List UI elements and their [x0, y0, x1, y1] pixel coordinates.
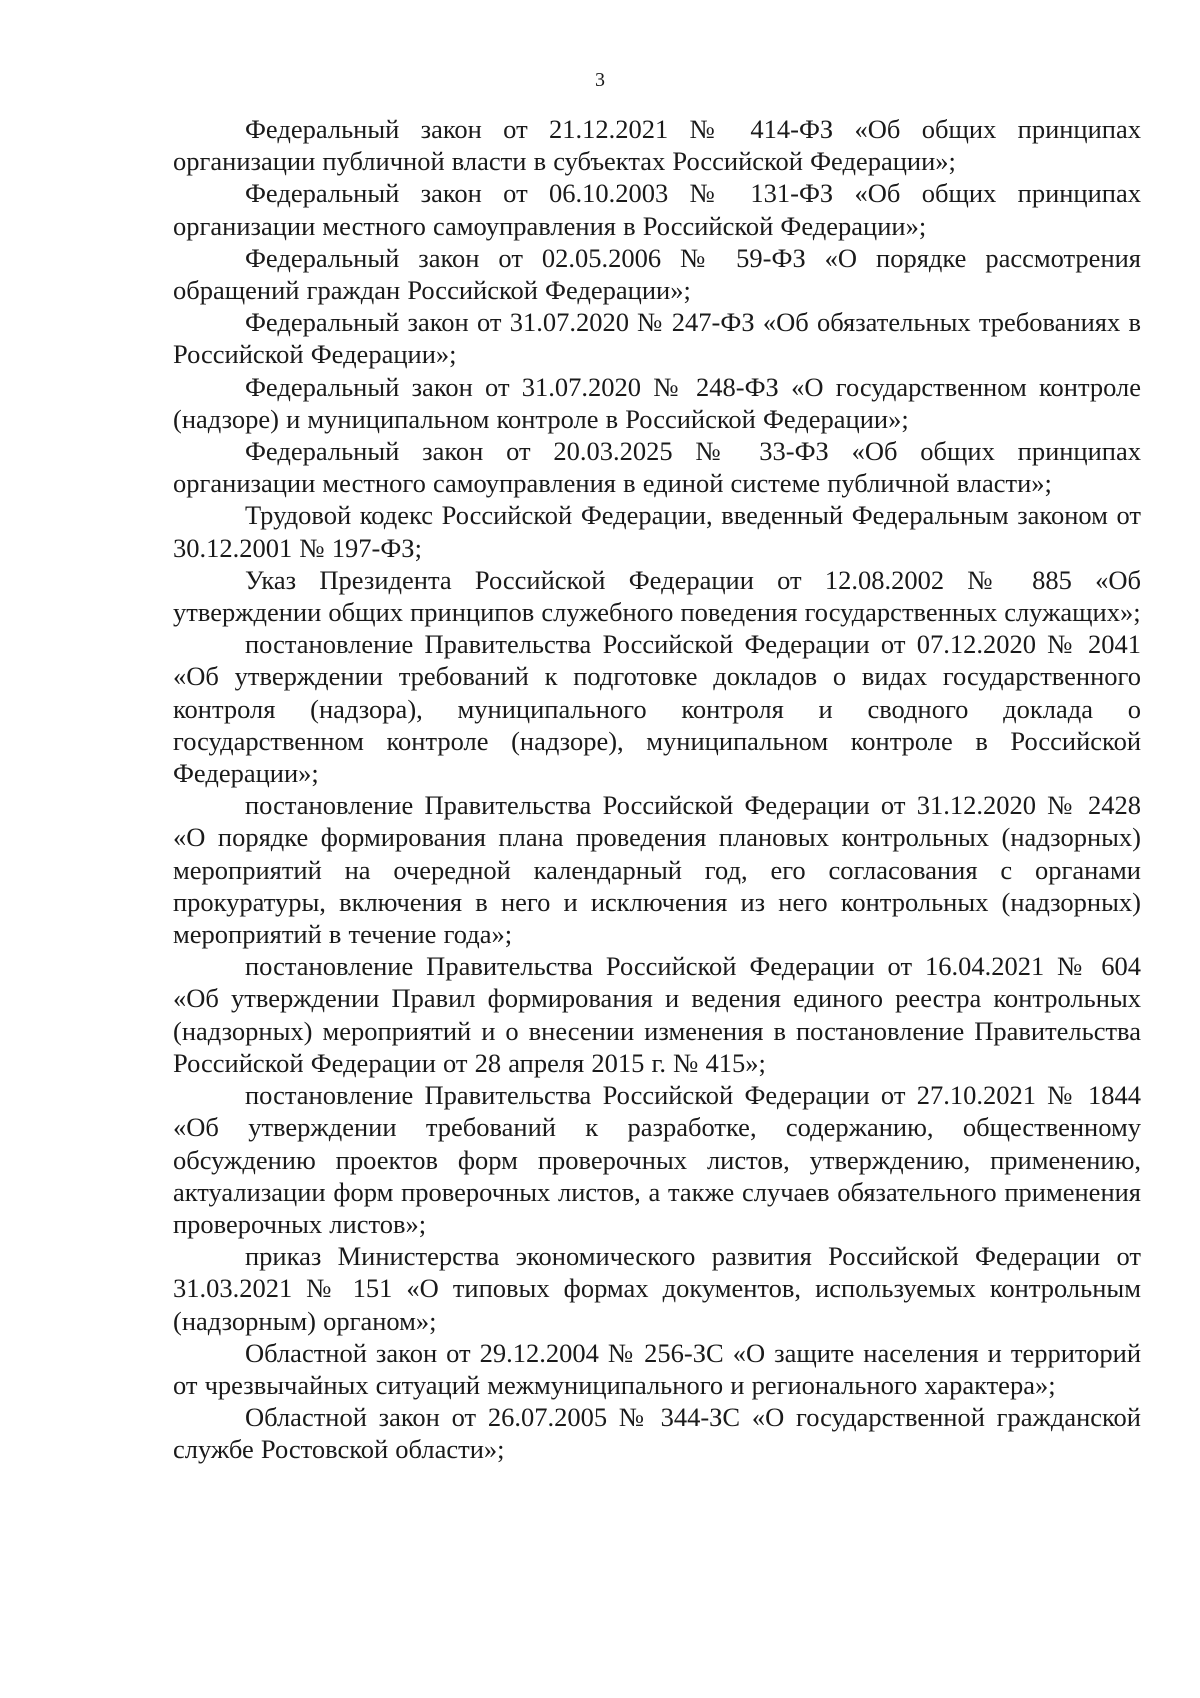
paragraph-7: Трудовой кодекс Российской Федерации, введенный Федеральным законом от 30.12.2001 № 197-ФЗ;	[173, 500, 1141, 563]
paragraph-6: Федеральный закон от 20.03.2025 № 33-ФЗ «Об общих принципах организации местного самоуправления в единой системе публичной власти»;	[173, 436, 1141, 499]
paragraph-14: Областной закон от 29.12.2004 № 256-ЗС «О защите населения и территорий от чрезвычайных ситуаций межмуниципального и регионального характера»;	[173, 1337, 1141, 1400]
page-number: 3	[595, 69, 605, 91]
paragraph-8: Указ Президента Российской Федерации от 12.08.2002 № 885 «Об утверждении общих принципов служебного поведения государственных служащих»;	[173, 564, 1141, 628]
paragraph-5: Федеральный закон от 31.07.2020 № 248-ФЗ «О государственном контроле (надзоре) и муниципальном контроле в Российской Федерации»;	[173, 371, 1141, 434]
paragraph-11: постановление Правительства Российской Федерации от 16.04.2021 № 604 «Об утверждении Правил формирования и ведения единого реестра контрольных (надзорных) мероприятий и о внесении изменения в постановление Правительства Российской Федерации от 28 апреля 2015 г. № 415»;	[173, 951, 1141, 1078]
paragraph-12: постановление Правительства Российской Федерации от 27.10.2021 № 1844 «Об утверждении требований к разработке, содержанию, общественному обсуждению проектов форм проверочных листов, утверждению, применению, актуализации форм проверочных листов, а также случаев обязательного применения проверочных листов»;	[173, 1080, 1141, 1239]
paragraph-15: Областной закон от 26.07.2005 № 344-ЗС «О государственной гражданской службе Ростовской области»;	[173, 1402, 1141, 1465]
paragraph-13: приказ Министерства экономического развития Российской Федерации от 31.03.2021 № 151 «О типовых формах документов, используемых контрольным (надзорным) органом»;	[173, 1241, 1141, 1336]
paragraph-10: постановление Правительства Российской Федерации от 31.12.2020 № 2428 «О порядке формирования плана проведения плановых контрольных (надзорных) мероприятий на очередной календарный год, его согласования с органами прокуратуры, включения в него и исключения из него контрольных (надзорных) мероприятий в течение года»;	[173, 790, 1141, 950]
paragraph-2: Федеральный закон от 06.10.2003 № 131-ФЗ «Об общих принципах организации местного самоуправления в Российской Федерации»;	[173, 178, 1141, 241]
document-body	[173, 113, 1141, 1466]
paragraph-4: Федеральный закон от 31.07.2020 № 247-ФЗ «Об обязательных требованиях в Российской Федерации»;	[173, 307, 1141, 370]
paragraph-9: постановление Правительства Российской Федерации от 07.12.2020 № 2041 «Об утверждении требований к подготовке докладов о видах государственного контроля (надзора), муниципального контроля и сводного доклада о государственном контроле (надзоре), муниципальном контроле в Российской Федерации»;	[173, 629, 1141, 789]
paragraph-3: Федеральный закон от 02.05.2006 № 59-ФЗ «О порядке рассмотрения обращений граждан Российской Федерации»;	[173, 242, 1141, 306]
paragraph-1: Федеральный закон от 21.12.2021 № 414-ФЗ «Об общих принципах организации публичной власти в субъектах Российской Федерации»;	[173, 114, 1141, 177]
